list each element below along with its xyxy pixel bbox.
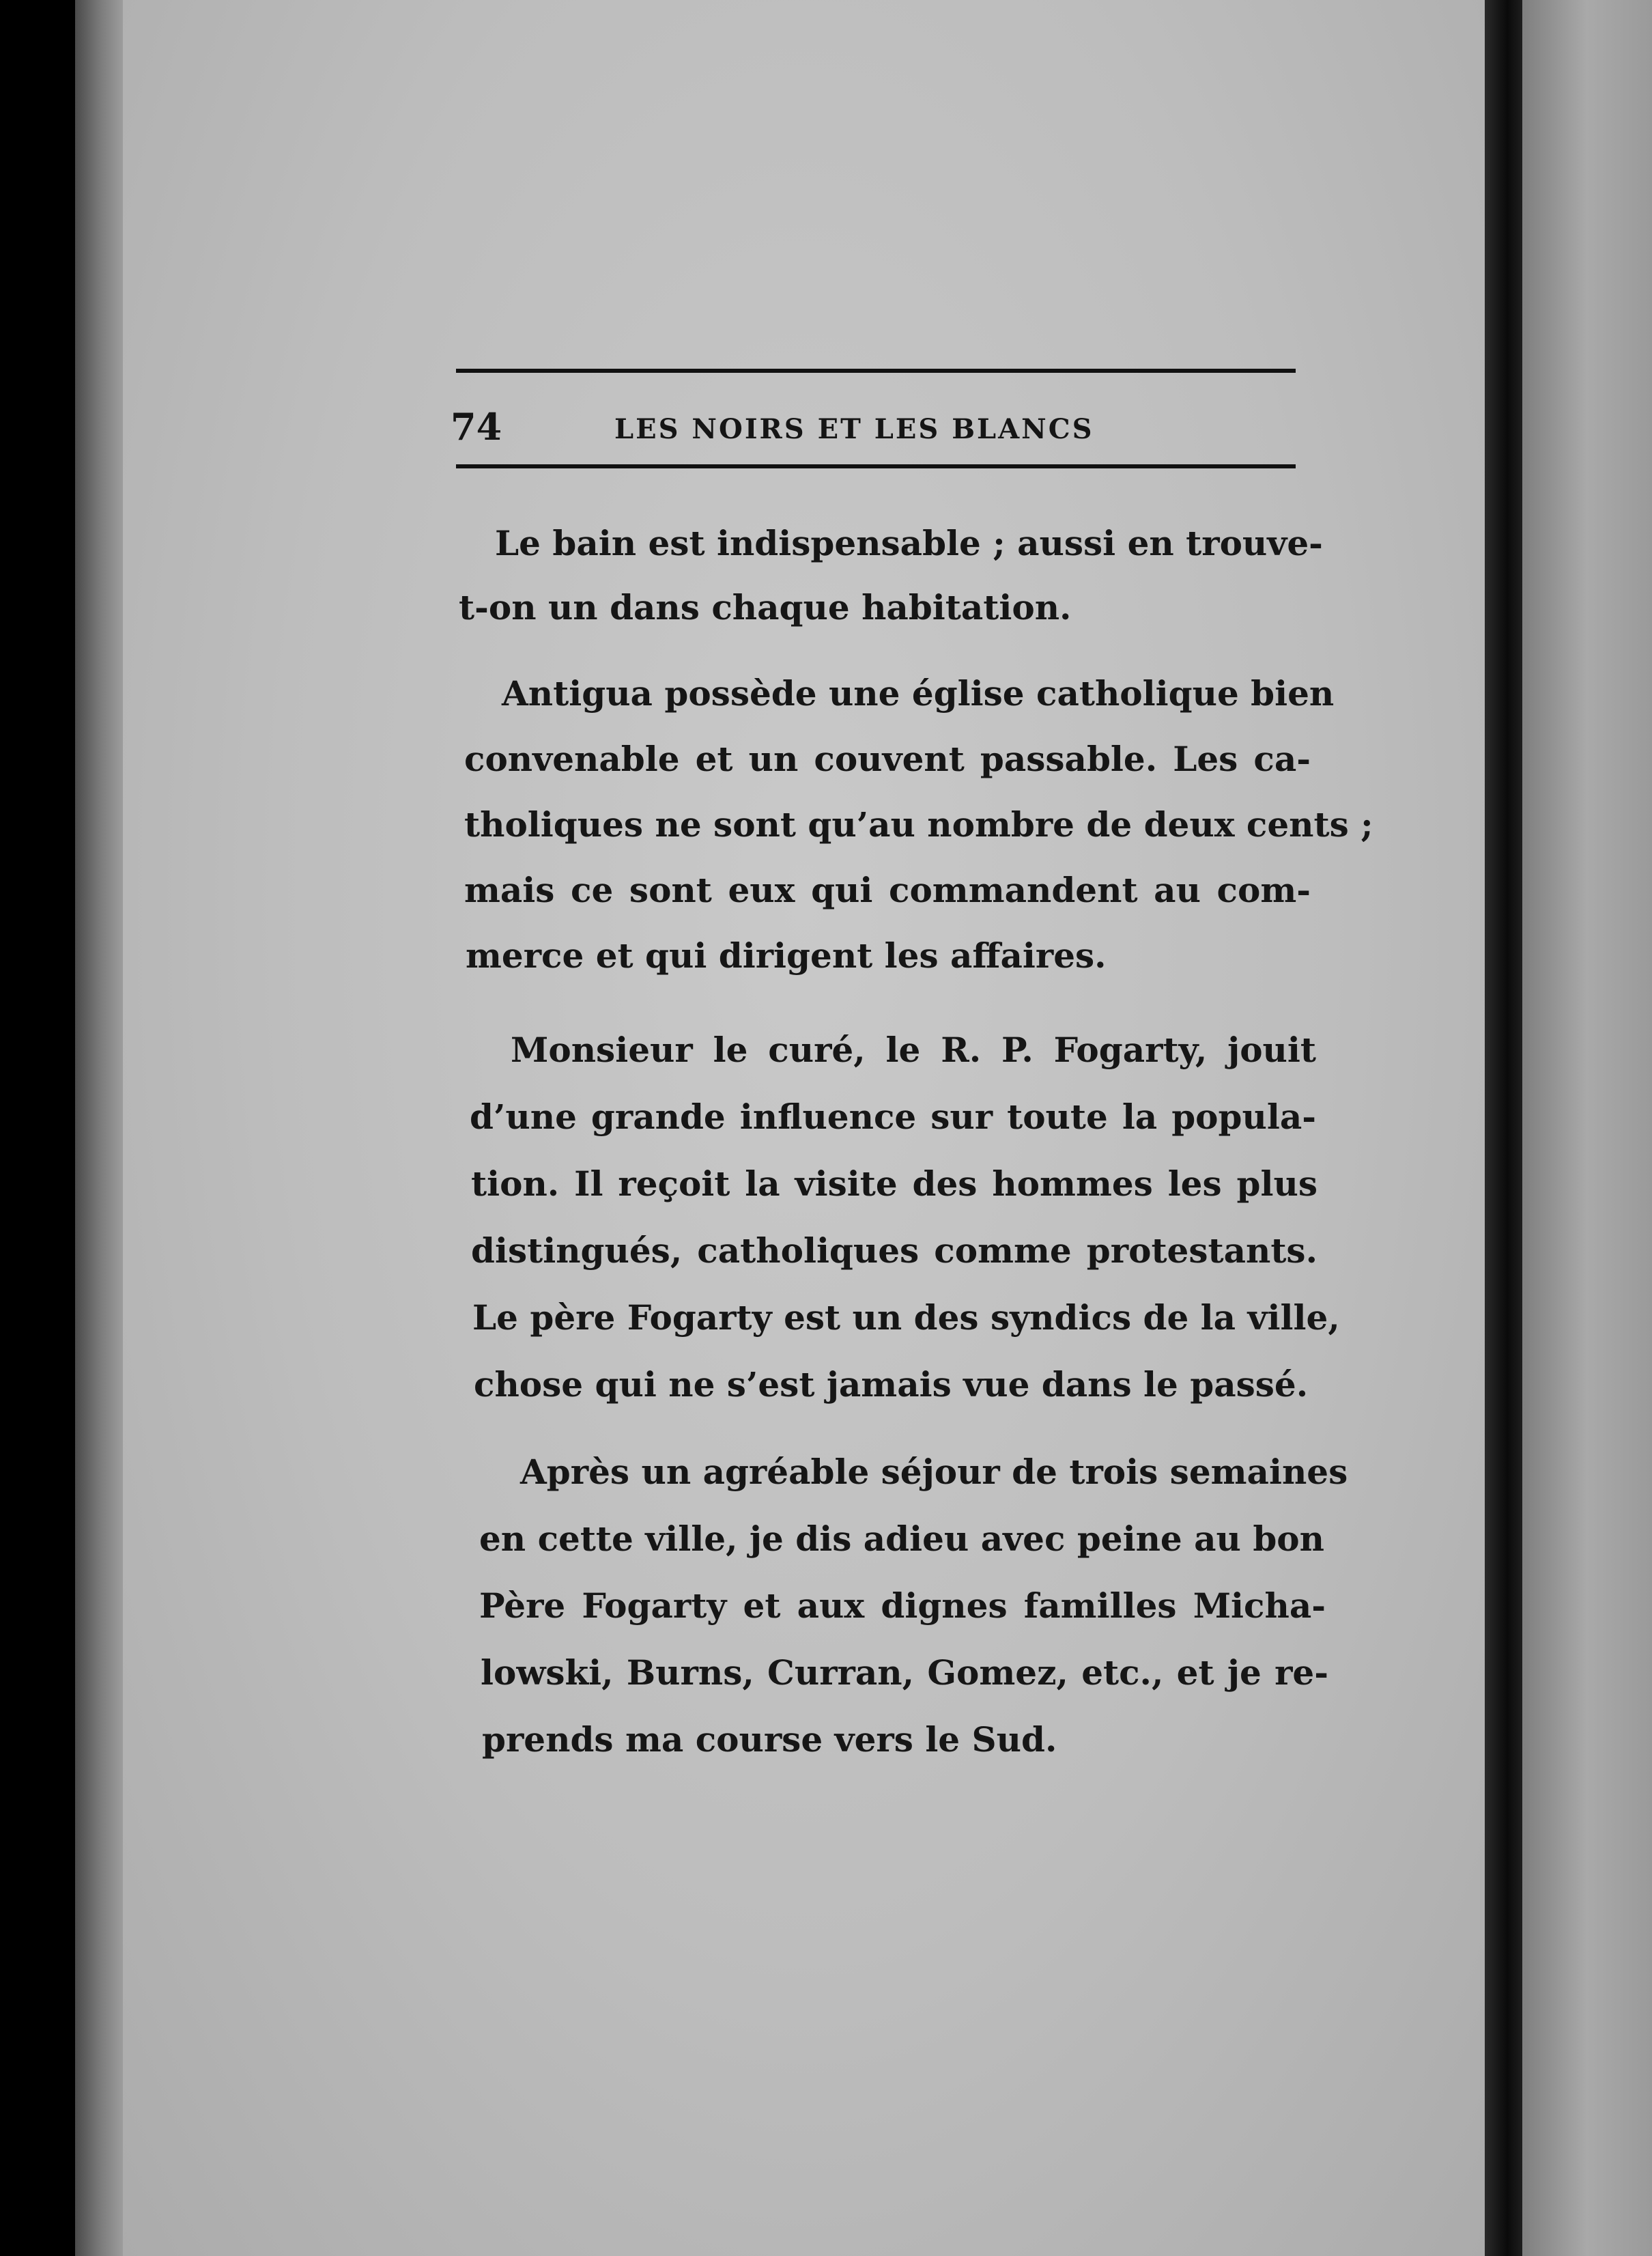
text-line: mais ce sont eux qui commandent au com- xyxy=(464,870,1311,910)
text-line: Le bain est indispensable ; aussi en trouve- xyxy=(495,523,1323,563)
binding-gutter xyxy=(1485,0,1522,2256)
text-line: d’une grande influence sur toute la popula- xyxy=(470,1097,1316,1137)
text-line: Père Fogarty et aux dignes familles Micha- xyxy=(479,1585,1326,1626)
text-line: chose qui ne s’est jamais vue dans le passé. xyxy=(474,1364,1309,1405)
running-head: LES NOIRS ET LES BLANCS xyxy=(614,413,1094,445)
text-line: merce et qui dirigent les affaires. xyxy=(466,935,1107,976)
header-rule-top xyxy=(456,369,1296,373)
text-line: tholiques ne sont qu’au nombre de deux cents ; xyxy=(464,804,1373,845)
text-line: convenable et un couvent passable. Les ca- xyxy=(464,739,1311,779)
text-line: Après un agréable séjour de trois semaines xyxy=(520,1452,1348,1492)
text-line: lowski, Burns, Curran, Gomez, etc., et je re- xyxy=(481,1652,1328,1693)
facing-page-edge xyxy=(1522,0,1652,2256)
text-line: Monsieur le curé, le R. P. Fogarty, jouit xyxy=(511,1030,1316,1070)
text-line: Antigua possède une église catholique bien xyxy=(502,673,1335,714)
text-line: t-on un dans chaque habitation. xyxy=(459,587,1072,628)
text-line: tion. Il reçoit la visite des hommes les plus xyxy=(471,1164,1318,1204)
header-rule-bottom xyxy=(456,464,1296,468)
text-line: Le père Fogarty est un des syndics de la ville, xyxy=(472,1297,1340,1338)
text-line: distingués, catholiques comme protestants. xyxy=(471,1230,1318,1271)
text-line: prends ma course vers le Sud. xyxy=(482,1719,1057,1760)
page-number: 74 xyxy=(451,405,502,449)
text-line: en cette ville, je dis adieu avec peine au bon xyxy=(479,1519,1324,1559)
